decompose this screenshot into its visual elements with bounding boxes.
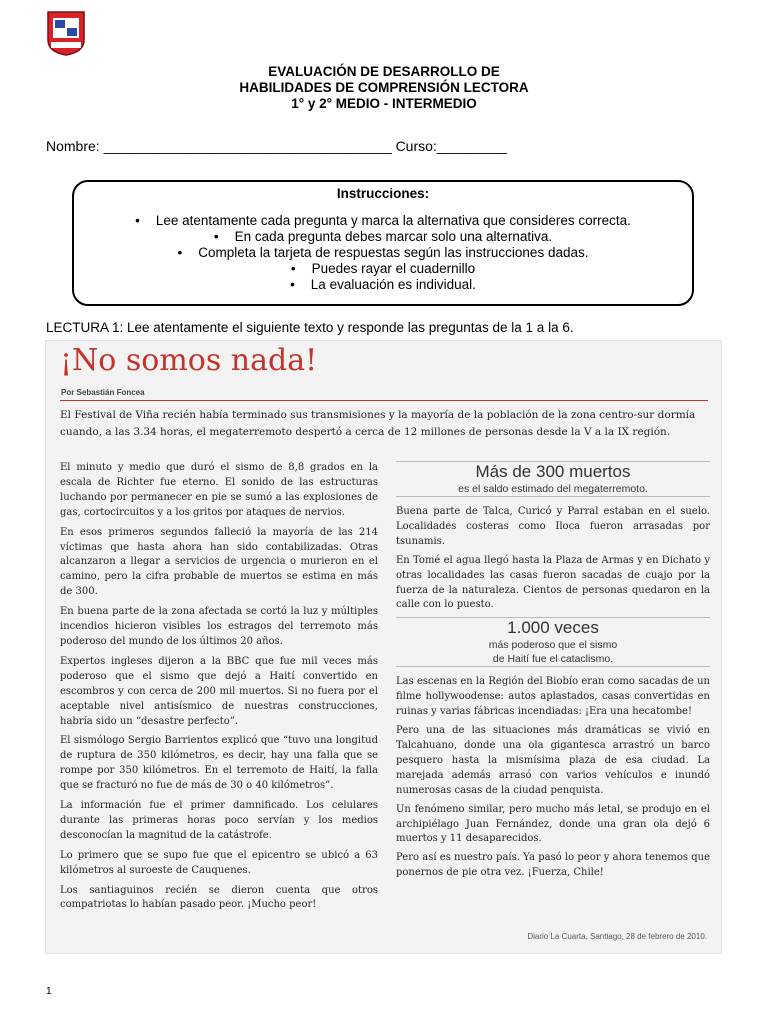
newspaper-article [45, 340, 722, 954]
instruction-item: • Completa la tarjeta de respuestas según las instrucciones dadas. [74, 245, 692, 261]
article-paragraph: En Tomé el agua llegó hasta la Plaza de Armas y en Dichato y otras localidades las casas fueron sacadas de cuajo por la fuerza de la naturaleza. Cientos de personas quedaron en la calle con lo puesto. [396, 554, 710, 611]
instruction-item: • Puedes rayar el cuadernillo [74, 261, 692, 277]
callout-power-sub-2: de Haití fue el cataclismo. [492, 653, 614, 666]
article-paragraph: Las escenas en la Región del Biobío eran como sacadas de un filme hollywoodense: autos aplastados, casas convertidas en ruinas y varias fábricas incendiadas: ¡Era una hecatombe! [396, 676, 710, 718]
title-line-2: HABILIDADES DE COMPRENSIÓN LECTORA [239, 80, 529, 95]
instructions-box [72, 180, 694, 306]
page-number: 1 [46, 986, 52, 997]
callout-power-headline: 1.000 veces [507, 618, 599, 638]
title-divider [60, 400, 708, 401]
callout-power-sub-1: más poderoso que el sismo [488, 639, 618, 652]
article-author: Por Sebastián Foncea [61, 388, 145, 397]
instruction-item: • La evaluación es individual. [74, 277, 692, 293]
callout-deaths-headline: Más de 300 muertos [475, 462, 631, 481]
article-lead: El Festival de Viña recién había terminado sus transmisiones y la mayoría de la población de la zona centro-sur dormía cuando, a las 3.34 horas, el megaterremoto despertó a cerca de 12 millones de personas desde la V a la IX región. [60, 409, 696, 438]
article-paragraph: La información fue el primer damnificado. Los celulares durante las primeras horas poco servían y los medios desconocían la magnitud de la catástrofe. [60, 800, 378, 841]
article-paragraph: Expertos ingleses dijeron a la BBC que fue mil veces más poderoso que el sismo que dejó a Haití convertido en escombros y con cerca de 200 mil muertos. Si no fuera por el aceptable nivel antisísmico de nuestras construcciones, habría sido un “desastre perfecto”. [60, 655, 378, 727]
instructions-title: Instrucciones: [336, 186, 430, 201]
article-credit: Diario La Cuarta, Santiago, 28 de febrero de 2010. [527, 932, 707, 941]
title-line-1: EVALUACIÓN DE DESARROLLO DE [268, 64, 500, 79]
curso-field[interactable]: Curso:_________ [395, 138, 507, 154]
article-left-column [60, 461, 378, 918]
article-right-column [396, 461, 710, 885]
evaluation-title [0, 64, 768, 112]
callout-box-deaths [396, 461, 710, 497]
article-paragraph: Pero una de las situaciones más dramáticas se vivió en Talcahuano, donde una ola gigantesca arrastró un barco pesquero hasta la mismísima plaza de esa ciudad. La marejada además arrasó con varios vehículos e inundó numerosas casas de la ciudad penquista. [396, 725, 710, 796]
article-paragraph: Buena parte de Talca, Curicó y Parral estaban en el suelo. Localidades costeras como Iloca fueron arrasadas por tsunamis. [396, 506, 710, 547]
article-paragraph: Lo primero que se supo fue que el epicentro se ubicó a 63 kilómetros al suroeste de Cauquenes. [60, 849, 378, 876]
article-paragraph: Un fenómeno similar, pero mucho más letal, se produjo en el archipiélago Juan Fernández, donde una gran ola dejó 6 muertos y 11 desaparecidos. [396, 803, 710, 845]
school-crest-logo [46, 10, 86, 56]
callout-deaths-sub: es el saldo estimado del megaterremoto. [458, 483, 648, 495]
article-paragraph: En esos primeros segundos falleció la mayoría de las 214 víctimas que hasta ahora han sido contabilizadas. Otras alcanzaron a llegar a servicios de urgencia o murieron en el camino, pero la cifra probable de muertos se estima en más de 300. [60, 526, 378, 598]
name-course-line [46, 138, 507, 154]
article-paragraph: El sismólogo Sergio Barrientos explicó que “tuvo una longitud de ruptura de 350 kilómetros, es decir, hay una falla que se rompe por 350 kilómetros. En el terremoto de Haití, la falla que se fracturó no fue de más de 30 o 40 kilómetros”. [60, 735, 378, 792]
callout-box-power [396, 617, 710, 667]
instruction-item: • En cada pregunta debes marcar solo una alternativa. [74, 229, 692, 245]
article-paragraph: Pero así es nuestro país. Ya pasó lo peor y ahora tenemos que ponernos de pie otra vez. ¡Fuerza, Chile! [396, 852, 710, 879]
article-paragraph: En buena parte de la zona afectada se cortó la luz y múltiples incendios hicieron visibles los estragos del terremoto más poderoso del mundo de los últimos 20 años. [60, 606, 378, 647]
article-title: ¡No somos nada! [60, 343, 318, 378]
article-paragraph: Los santiaguinos recién se dieron cuenta que otros compatriotas lo habían pasado peor. ¡Mucho peor! [60, 884, 378, 911]
title-line-3: 1° y 2° MEDIO - INTERMEDIO [291, 96, 477, 111]
reading-instruction: LECTURA 1: Lee atentamente el siguiente texto y responde las preguntas de la 1 a la 6. [46, 320, 574, 335]
nombre-field[interactable]: Nombre: _____________________________________ [46, 138, 392, 154]
instruction-item: • Lee atentamente cada pregunta y marca la alternativa que consideres correcta. [74, 213, 692, 229]
article-paragraph: El minuto y medio que duró el sismo de 8,8 grados en la escala de Richter fue eterno. El sonido de las estructuras luchando por permanecer en pie se sumó a las explosiones de gas, cortocircuitos y a los gritos por ataques de nervios. [60, 462, 378, 518]
instructions-list [74, 213, 692, 293]
